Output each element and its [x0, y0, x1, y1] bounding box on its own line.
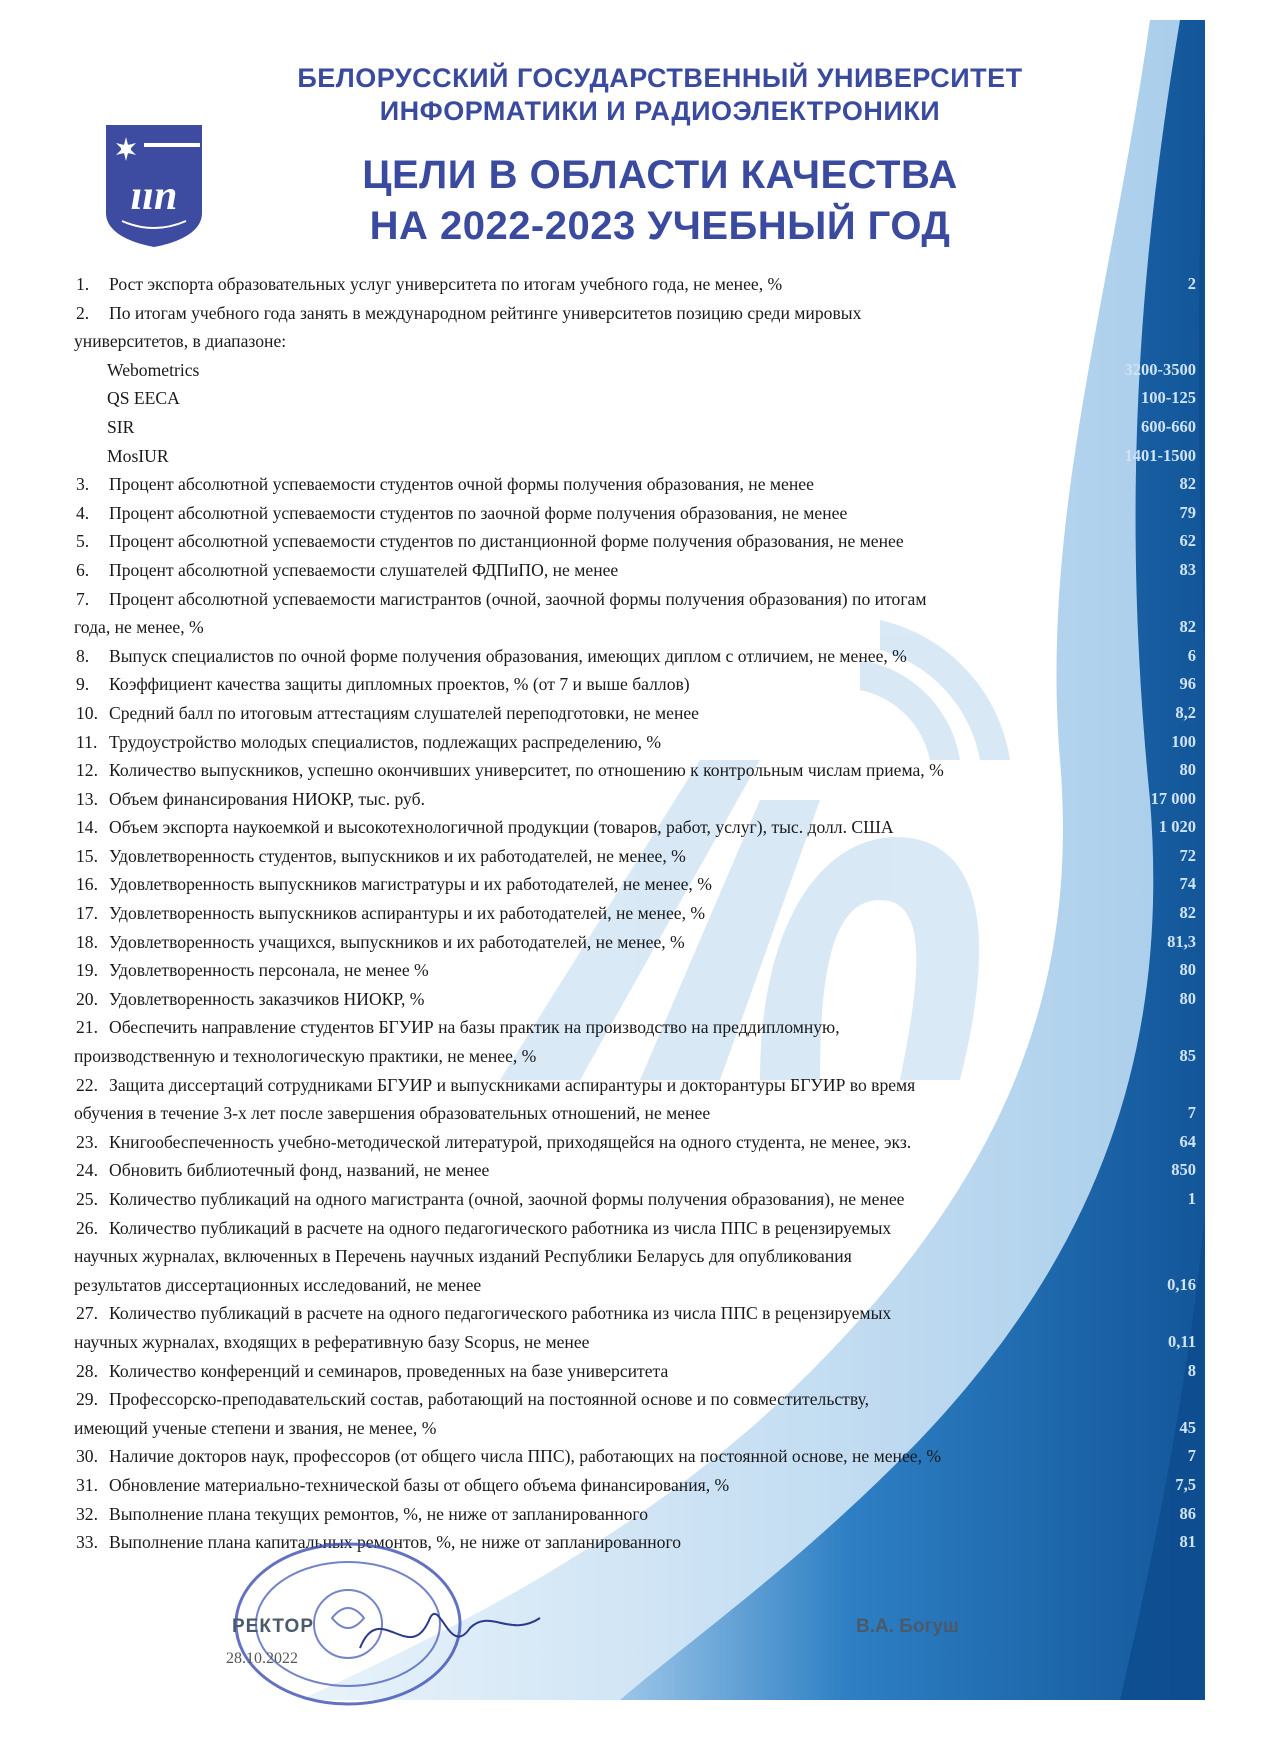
- goal-number: 4.: [76, 502, 90, 523]
- goal-number: 13.: [76, 788, 98, 809]
- goal-target-value: 7,5: [1175, 1474, 1196, 1494]
- goal-target-value: 2: [1187, 274, 1196, 293]
- goal-number: 7.: [76, 588, 90, 609]
- university-name: [190, 62, 1130, 128]
- goal-line: [74, 1156, 1196, 1185]
- goal-text: научных журналах, входящих в реферативную базу Scopus, не менее: [74, 1331, 590, 1352]
- goal-text: Выпуск специалистов по очной форме получения образования, имеющих диплом с отличием, не менее, %: [109, 645, 907, 666]
- goal-target-value: 1: [1187, 1189, 1196, 1208]
- goal-line: [74, 956, 1196, 985]
- goal-line: [74, 1357, 1196, 1386]
- goal-text: Процент абсолютной успеваемости магистрантов (очной, заочной формы получения образования) по итогам: [109, 588, 927, 609]
- goal-target-value: 74: [1179, 874, 1196, 894]
- goal-number: 31.: [76, 1474, 98, 1495]
- goal-line: [74, 928, 1196, 957]
- goal-line: [74, 527, 1196, 556]
- goal-target-value: 600-660: [1141, 416, 1196, 436]
- goal-text: Процент абсолютной успеваемости слушателей ФДПиПО, не менее: [109, 559, 619, 580]
- goal-line: [74, 1414, 1196, 1443]
- goal-target-value: 0,11: [1168, 1331, 1196, 1351]
- goal-line: [74, 1071, 1196, 1100]
- goal-target-value: 62: [1179, 531, 1196, 551]
- goal-line: [74, 813, 1196, 842]
- goal-target-value: 81,3: [1167, 931, 1196, 951]
- goal-target-value: 86: [1179, 1503, 1196, 1523]
- goal-target-value: 82: [1179, 617, 1196, 637]
- goal-number: 27.: [76, 1303, 98, 1324]
- goal-target-value: 81: [1179, 1532, 1196, 1552]
- goal-target-value: 96: [1179, 674, 1196, 694]
- goal-line: [74, 442, 1196, 471]
- goal-number: 15.: [76, 845, 98, 866]
- goal-number: 11.: [76, 731, 98, 752]
- goal-number: 1.: [76, 274, 90, 294]
- goal-line: [74, 1328, 1196, 1357]
- goal-text: Наличие докторов наук, профессоров (от общего числа ППС), работающих на постоянной основе, не менее, %: [109, 1446, 942, 1467]
- goal-number: 12.: [76, 760, 98, 781]
- goal-line: [74, 299, 1196, 328]
- goal-number: 16.: [76, 874, 98, 895]
- goal-target-value: 80: [1179, 960, 1196, 980]
- goal-line: [74, 1500, 1196, 1529]
- goal-line: [74, 1385, 1196, 1414]
- goal-line: [74, 1013, 1196, 1042]
- goal-target-value: 45: [1179, 1417, 1196, 1437]
- goal-rating-name: Webometrics: [107, 359, 200, 380]
- page-title: [190, 150, 1130, 252]
- goal-line: [74, 1242, 1196, 1271]
- goal-target-value: 82: [1179, 474, 1196, 494]
- goal-target-value: 100: [1171, 731, 1196, 751]
- goal-text: результатов диссертационных исследований, не менее: [74, 1274, 482, 1295]
- goal-target-value: 83: [1179, 559, 1196, 579]
- goal-line: [74, 899, 1196, 928]
- goal-line: [74, 413, 1196, 442]
- goal-line: [74, 985, 1196, 1014]
- goal-line: [74, 499, 1196, 528]
- goal-line: [74, 670, 1196, 699]
- goal-line: [74, 1299, 1196, 1328]
- goal-number: 14.: [76, 817, 98, 838]
- goal-text: Удовлетворенность выпускников аспирантуры и их работодателей, не менее, %: [109, 903, 706, 924]
- goal-line: [74, 728, 1196, 757]
- goal-line: [74, 756, 1196, 785]
- goal-target-value: 850: [1171, 1160, 1196, 1180]
- goal-text: Обновление материально-технической базы от общего объема финансирования, %: [109, 1474, 730, 1495]
- goal-rating-name: QS EECA: [107, 388, 180, 409]
- goal-text: Удовлетворенность студентов, выпускников и их работодателей, не менее, %: [109, 845, 686, 866]
- goal-number: 29.: [76, 1389, 98, 1410]
- goal-target-value: 72: [1179, 845, 1196, 865]
- signer-name: В.А. Богуш: [856, 1616, 959, 1637]
- goal-number: 26.: [76, 1217, 98, 1238]
- goal-line: [74, 356, 1196, 385]
- goal-text: Выполнение плана текущих ремонтов, %, не ниже от запланированного: [109, 1503, 648, 1524]
- page-title-line1: ЦЕЛИ В ОБЛАСТИ КАЧЕСТВА: [362, 153, 958, 197]
- goal-text: Обеспечить направление студентов БГУИР на базы практик на производство на преддипломную,: [109, 1017, 840, 1038]
- goal-text: Количество конференций и семинаров, проведенных на базе университета: [109, 1360, 669, 1381]
- goal-line: [74, 1271, 1196, 1300]
- goal-number: 8.: [76, 645, 90, 666]
- goal-line: [74, 1442, 1196, 1471]
- goal-number: 6.: [76, 559, 90, 580]
- goal-number: 28.: [76, 1360, 98, 1381]
- goal-number: 5.: [76, 531, 90, 552]
- goal-number: 21.: [76, 1017, 98, 1038]
- goal-number: 30.: [76, 1446, 98, 1467]
- goal-text: Процент абсолютной успеваемости студентов очной формы получения образования, не менее: [109, 474, 814, 495]
- goal-text: Коэффициент качества защиты дипломных проектов, % (от 7 и выше баллов): [109, 674, 690, 695]
- goal-text: Удовлетворенность выпускников магистратуры и их работодателей, не менее, %: [109, 874, 712, 895]
- goal-line: [74, 327, 1196, 356]
- goal-target-value: 80: [1179, 760, 1196, 780]
- goal-text: производственную и технологическую практики, не менее, %: [74, 1046, 537, 1067]
- goal-text: имеющий ученые степени и звания, не менее, %: [74, 1417, 437, 1438]
- goal-line: [74, 1128, 1196, 1157]
- goal-line: [74, 1214, 1196, 1243]
- goal-text: Обновить библиотечный фонд, названий, не менее: [109, 1160, 490, 1181]
- goal-target-value: 3200-3500: [1124, 359, 1196, 379]
- goal-line: [74, 1099, 1196, 1128]
- goal-line: [74, 870, 1196, 899]
- goal-target-value: 6: [1187, 645, 1196, 665]
- goals-list: [74, 270, 1196, 1557]
- goal-line: [74, 270, 1196, 299]
- goal-text: По итогам учебного года занять в международном рейтинге университетов позицию среди мировых: [109, 302, 862, 323]
- goal-number: 20.: [76, 988, 98, 1009]
- goal-number: 18.: [76, 931, 98, 952]
- goal-line: [74, 1471, 1196, 1500]
- goal-text: Процент абсолютной успеваемости студентов по заочной форме получения образования, не менее: [109, 502, 848, 523]
- goal-text: Выполнение плана капитальных ремонтов, %, не ниже от запланированного: [109, 1532, 682, 1553]
- goal-target-value: 8,2: [1175, 702, 1196, 722]
- goal-text: Количество публикаций в расчете на одного педагогического работника из числа ППС в рецензируемых: [109, 1217, 892, 1238]
- goal-line: [74, 699, 1196, 728]
- goal-text: Средний балл по итоговым аттестациям слушателей переподготовки, не менее: [109, 702, 699, 723]
- goal-text: научных журналах, включенных в Перечень научных изданий Республики Беларусь для опубликования: [74, 1246, 852, 1267]
- goal-text: Профессорско-преподавательский состав, работающий на постоянной основе и по совместительству,: [109, 1389, 869, 1410]
- goal-line: [74, 842, 1196, 871]
- goal-target-value: 80: [1179, 988, 1196, 1008]
- goal-target-value: 79: [1179, 502, 1196, 522]
- goal-text: Количество выпускников, успешно окончивших университет, по отношению к контрольным числам приема, %: [109, 760, 944, 781]
- goal-number: 17.: [76, 903, 98, 924]
- goal-line: [74, 556, 1196, 585]
- goal-text: Удовлетворенность заказчиков НИОКР, %: [109, 988, 425, 1009]
- goal-text: Удовлетворенность персонала, не менее %: [109, 960, 429, 981]
- goal-target-value: 17 000: [1150, 788, 1196, 808]
- bsuir-logo-icon: [104, 125, 204, 247]
- goal-target-value: 85: [1179, 1046, 1196, 1066]
- goal-text: Трудоустройство молодых специалистов, подлежащих распределению, %: [109, 731, 662, 752]
- goal-number: 25.: [76, 1189, 98, 1209]
- goal-text: Книгообеспеченность учебно-методической литературой, приходящейся на одного студента, не менее, экз.: [109, 1131, 912, 1152]
- signature-icon: [350, 1578, 550, 1678]
- goal-text: Рост экспорта образовательных услуг университета по итогам учебного года, не менее, %: [109, 274, 783, 294]
- goal-text: Объем финансирования НИОКР, тыс. руб.: [109, 788, 425, 809]
- goal-number: 33.: [76, 1532, 98, 1553]
- goal-target-value: 7: [1187, 1446, 1196, 1466]
- goal-line: [74, 470, 1196, 499]
- goal-line: [74, 613, 1196, 642]
- goal-target-value: 82: [1179, 903, 1196, 923]
- goal-rating-name: MosIUR: [107, 445, 169, 466]
- goal-text: Количество публикаций в расчете на одного педагогического работника из числа ППС в рецензируемых: [109, 1303, 892, 1324]
- goal-number: 24.: [76, 1160, 98, 1181]
- goal-text: университетов, в диапазоне:: [74, 331, 287, 352]
- goal-text: Удовлетворенность учащихся, выпускников и их работодателей, не менее, %: [109, 931, 685, 952]
- goal-text: Количество публикаций на одного магистранта (очной, заочной формы получения образования), не менее: [109, 1189, 905, 1209]
- goal-number: 3.: [76, 474, 90, 495]
- page-title-line2: НА 2022-2023 УЧЕБНЫЙ ГОД: [369, 204, 951, 248]
- goal-number: 19.: [76, 960, 98, 981]
- goal-target-value: 64: [1179, 1131, 1196, 1151]
- goal-text: Процент абсолютной успеваемости студентов по дистанционной форме получения образования, не менее: [109, 531, 904, 552]
- goal-line: [74, 585, 1196, 614]
- goal-text: года, не менее, %: [74, 617, 204, 638]
- sign-date: 28.10.2022: [226, 1650, 298, 1667]
- goal-target-value: 0,16: [1167, 1274, 1196, 1294]
- goal-line: [74, 1185, 1196, 1214]
- goal-text: Защита диссертаций сотрудниками БГУИР и выпускниками аспирантуры и докторантуры БГУИР во время: [109, 1074, 916, 1095]
- university-name-line2: ИНФОРМАТИКИ И РАДИОЭЛЕКТРОНИКИ: [379, 96, 941, 126]
- goal-line: [74, 384, 1196, 413]
- goal-target-value: 1401-1500: [1124, 445, 1196, 465]
- goal-number: 22.: [76, 1074, 98, 1095]
- rector-title: РЕКТОР: [232, 1616, 314, 1637]
- university-name-line1: БЕЛОРУССКИЙ ГОСУДАРСТВЕННЫЙ УНИВЕРСИТЕТ: [297, 63, 1023, 93]
- goal-number: 32.: [76, 1503, 98, 1524]
- goal-number: 23.: [76, 1131, 98, 1152]
- goal-text: обучения в течение 3-х лет после завершения образовательных отношений, не менее: [74, 1103, 711, 1124]
- goal-number: 10.: [76, 702, 98, 723]
- goal-line: [74, 1042, 1196, 1071]
- goal-target-value: 1 020: [1158, 817, 1196, 837]
- goal-number: 9.: [76, 674, 90, 695]
- goal-target-value: 8: [1187, 1360, 1196, 1380]
- goal-target-value: 100-125: [1141, 388, 1196, 408]
- goal-number: 2.: [76, 302, 90, 323]
- svg-text:ıın: ıın: [130, 173, 178, 219]
- goal-line: [74, 642, 1196, 671]
- goal-rating-name: SIR: [107, 416, 135, 437]
- goal-target-value: 7: [1187, 1103, 1196, 1123]
- goal-text: Объем экспорта наукоемкой и высокотехнологичной продукции (товаров, работ, услуг), тыс. долл. США: [109, 817, 894, 838]
- goal-line: [74, 785, 1196, 814]
